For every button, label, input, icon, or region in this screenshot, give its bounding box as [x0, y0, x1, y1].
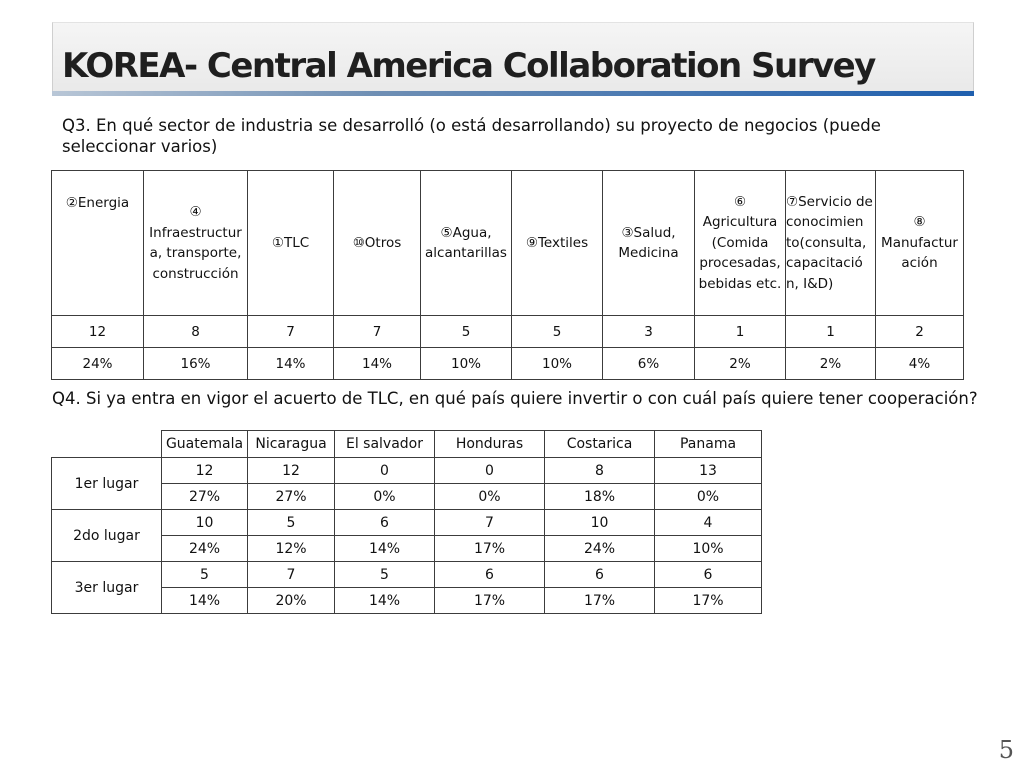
q3-percent-cell: 14% — [248, 348, 334, 380]
q3-count-cell: 5 — [421, 316, 512, 348]
q3-count-row — [52, 316, 964, 348]
q4-percent-cell: 0% — [435, 484, 545, 510]
q4-country-header: Costarica — [545, 431, 655, 458]
q4-percent-cell: 0% — [335, 484, 435, 510]
q3-header-cell: ⑦Servicio de conocimien to(consulta, capacitació n, I&D) — [786, 171, 876, 316]
q4-country-header: Nicaragua — [248, 431, 335, 458]
q4-count-cell: 10 — [545, 510, 655, 536]
q4-country-table — [51, 430, 762, 614]
q3-header-cell: ③Salud, Medicina — [603, 171, 695, 316]
q3-header-cell: ⑨Textiles — [512, 171, 603, 316]
q3-count-cell: 7 — [334, 316, 421, 348]
slide-title: KOREA- Central America Collaboration Survey — [62, 46, 875, 86]
q4-country-header: El salvador — [335, 431, 435, 458]
q4-count-cell: 5 — [335, 562, 435, 588]
q4-count-cell: 4 — [655, 510, 762, 536]
q3-percent-cell: 16% — [144, 348, 248, 380]
q4-header-row — [52, 431, 762, 458]
q4-count-cell: 5 — [248, 510, 335, 536]
q3-header-cell: ⑤Agua, alcantarillas — [421, 171, 512, 316]
q4-percent-cell: 24% — [545, 536, 655, 562]
q4-percent-cell: 24% — [162, 536, 248, 562]
q4-rank-label: 1er lugar — [52, 458, 162, 510]
q4-percent-cell: 17% — [545, 588, 655, 614]
q3-percent-cell: 10% — [512, 348, 603, 380]
q3-percent-cell: 2% — [695, 348, 786, 380]
q3-count-cell: 5 — [512, 316, 603, 348]
q4-country-header: Panama — [655, 431, 762, 458]
q3-percent-cell: 4% — [876, 348, 964, 380]
q4-count-row — [52, 562, 762, 588]
q3-count-cell: 8 — [144, 316, 248, 348]
q3-count-cell: 2 — [876, 316, 964, 348]
q4-corner-cell — [52, 431, 162, 458]
q4-count-cell: 5 — [162, 562, 248, 588]
q4-count-cell: 6 — [335, 510, 435, 536]
q3-header-cell: ⑧ Manufactur ación — [876, 171, 964, 316]
q3-count-cell: 3 — [603, 316, 695, 348]
q4-percent-cell: 17% — [655, 588, 762, 614]
q4-count-cell: 8 — [545, 458, 655, 484]
q3-header-cell: ⑩Otros — [334, 171, 421, 316]
q4-count-cell: 6 — [545, 562, 655, 588]
q3-count-cell: 7 — [248, 316, 334, 348]
q4-count-cell: 0 — [335, 458, 435, 484]
q4-count-cell: 0 — [435, 458, 545, 484]
q3-percent-cell: 10% — [421, 348, 512, 380]
q3-header-row — [52, 171, 964, 316]
q3-question: Q3. En qué sector de industria se desarrolló (o está desarrollando) su proyecto de negocios (puede seleccionar varios) — [62, 116, 881, 156]
q3-count-cell: 12 — [52, 316, 144, 348]
q4-count-cell: 6 — [435, 562, 545, 588]
q3-percent-cell: 24% — [52, 348, 144, 380]
q4-count-cell: 7 — [248, 562, 335, 588]
q4-rank-label: 3er lugar — [52, 562, 162, 614]
q4-rank-label: 2do lugar — [52, 510, 162, 562]
q4-percent-cell: 27% — [162, 484, 248, 510]
q4-percent-cell: 27% — [248, 484, 335, 510]
q3-header-cell: ⑥ Agricultura (Comida procesadas, bebidas etc. — [695, 171, 786, 316]
q4-count-row — [52, 458, 762, 484]
q4-count-cell: 13 — [655, 458, 762, 484]
q3-sector-table — [51, 170, 964, 380]
q3-percent-cell: 6% — [603, 348, 695, 380]
q4-percent-cell: 10% — [655, 536, 762, 562]
q4-percent-cell: 12% — [248, 536, 335, 562]
q4-percent-cell: 14% — [335, 588, 435, 614]
q4-question: Q4. Si ya entra en vigor el acuerto de TLC, en qué país quiere invertir o con cuál país quiere tener cooperación? — [52, 389, 978, 408]
q3-count-cell: 1 — [695, 316, 786, 348]
q3-header-cell: ①TLC — [248, 171, 334, 316]
q3-count-cell: 1 — [786, 316, 876, 348]
q4-percent-cell: 17% — [435, 536, 545, 562]
q4-count-cell: 7 — [435, 510, 545, 536]
q4-percent-cell: 0% — [655, 484, 762, 510]
q3-percent-row — [52, 348, 964, 380]
q4-percent-cell: 17% — [435, 588, 545, 614]
page-number: 5 — [998, 736, 1014, 764]
q3-header-cell: ④ Infraestructur a, transporte, construcción — [144, 171, 248, 316]
q4-country-header: Honduras — [435, 431, 545, 458]
q4-percent-cell: 20% — [248, 588, 335, 614]
q4-count-cell: 12 — [248, 458, 335, 484]
q4-percent-cell: 14% — [335, 536, 435, 562]
title-underline — [52, 91, 974, 96]
q4-count-cell: 12 — [162, 458, 248, 484]
q4-country-header: Guatemala — [162, 431, 248, 458]
q3-header-cell: ②Energia — [52, 171, 144, 316]
q3-percent-cell: 2% — [786, 348, 876, 380]
q4-percent-cell: 18% — [545, 484, 655, 510]
q4-count-cell: 6 — [655, 562, 762, 588]
q4-percent-cell: 14% — [162, 588, 248, 614]
q4-count-cell: 10 — [162, 510, 248, 536]
q3-percent-cell: 14% — [334, 348, 421, 380]
q4-count-row — [52, 510, 762, 536]
